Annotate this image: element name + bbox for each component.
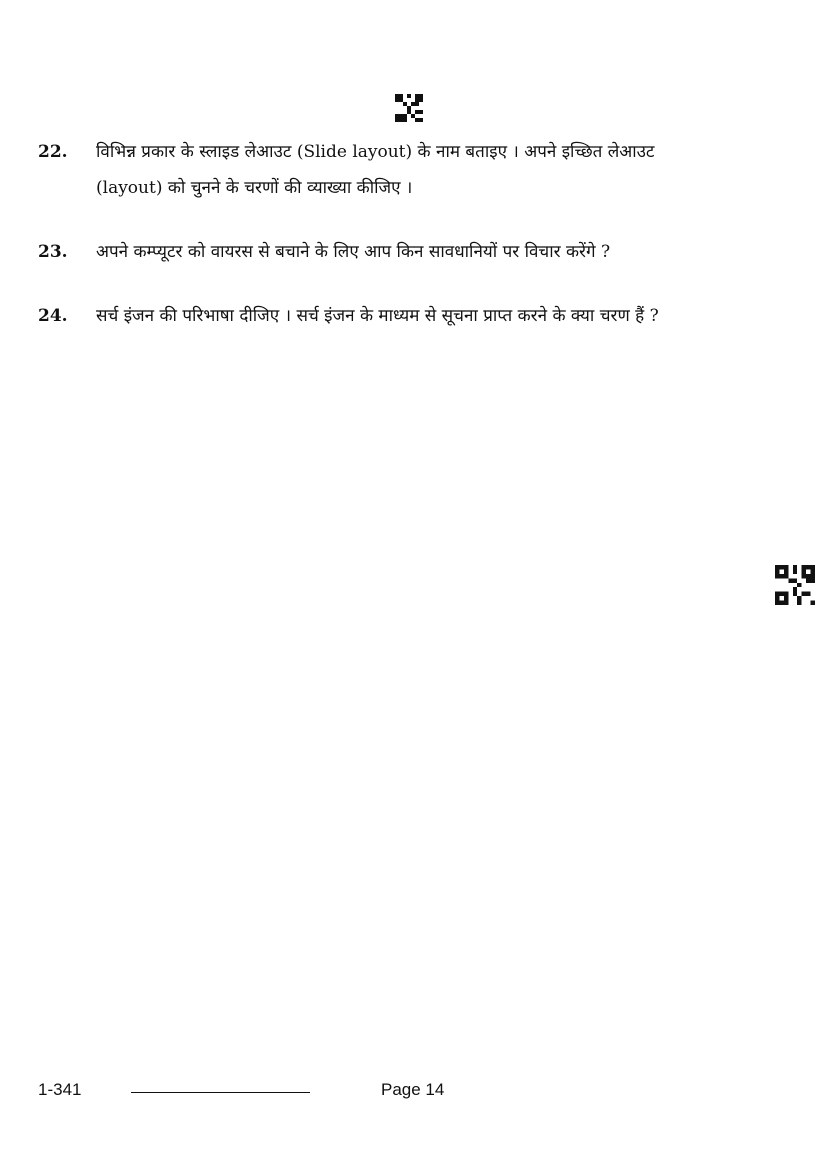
question-text-line: विभिन्न प्रकार के स्लाइड लेआउट (Slide layout) के नाम बताइए । अपने इच्छित लेआउट [96, 142, 655, 162]
paper-code: 1-341 [38, 1080, 82, 1099]
footer-divider [131, 1092, 310, 1093]
qr-code-icon [395, 94, 423, 122]
question-text-line: सर्च इंजन की परिभाषा दीजिए । सर्च इंजन के माध्यम से सूचना प्राप्त करने के क्या चरण हैं ? [96, 306, 659, 326]
qr-code-icon [775, 565, 815, 605]
question-number: 24. [38, 306, 68, 326]
question-24 [38, 298, 758, 334]
page-number: Page 14 [381, 1080, 445, 1099]
question-text-line: अपने कम्प्यूटर को वायरस से बचाने के लिए आप किन सावधानियों पर विचार करेंगे ? [96, 242, 611, 262]
question-number: 23. [38, 242, 68, 262]
question-number: 22. [38, 142, 68, 162]
page-footer [0, 1080, 827, 1104]
question-text-line: (layout) को चुनने के चरणों की व्याख्या कीजिए । [96, 178, 413, 198]
question-22 [38, 134, 758, 206]
question-23 [38, 234, 758, 270]
